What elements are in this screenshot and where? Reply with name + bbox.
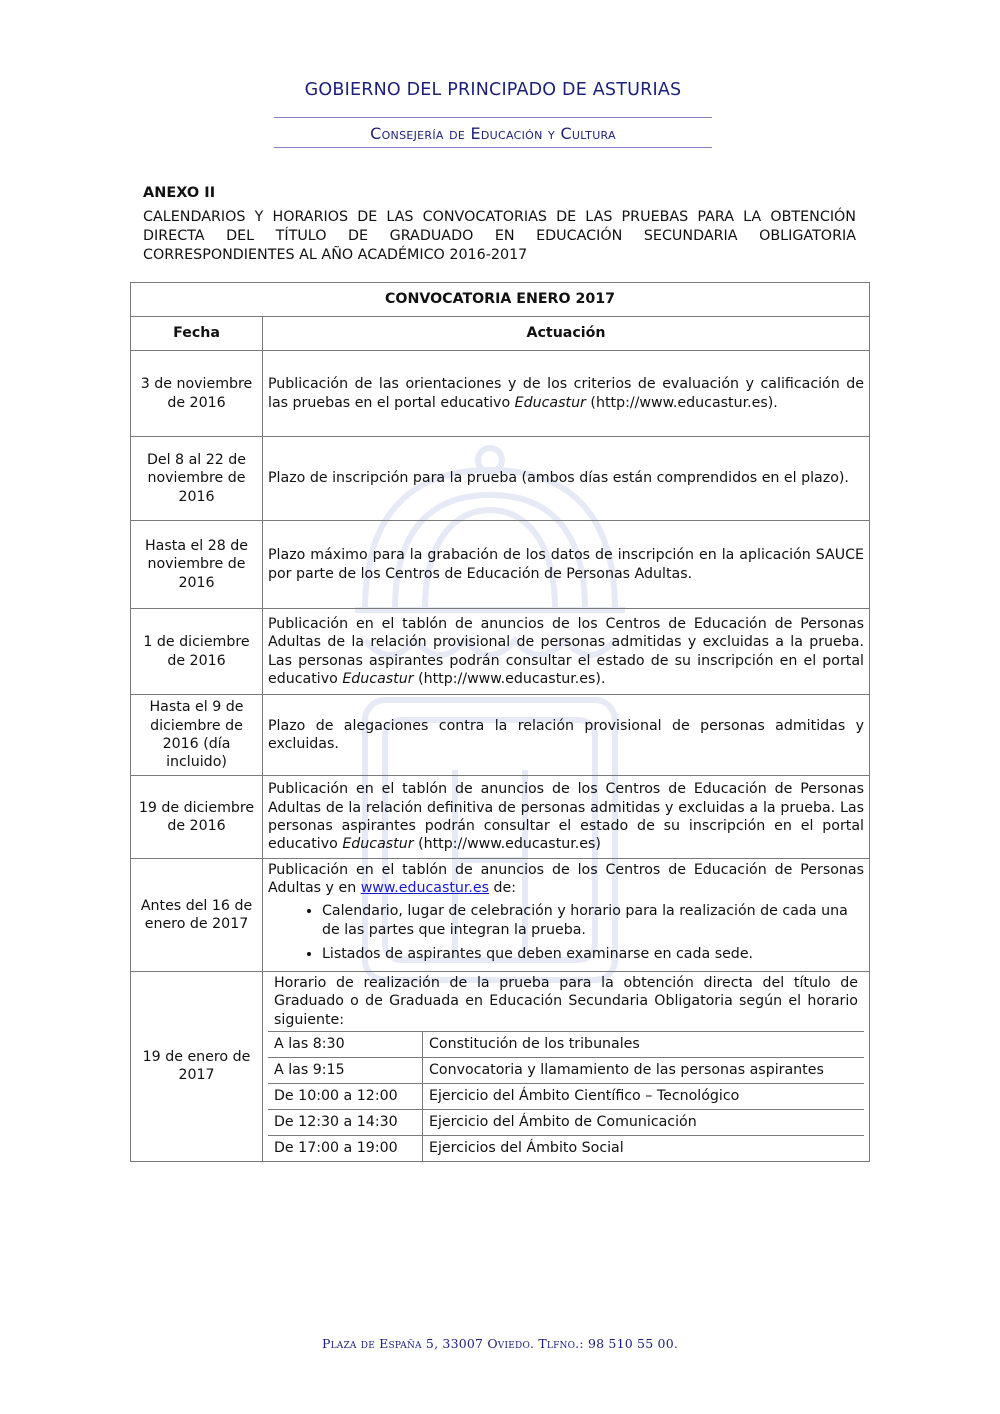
table-row xyxy=(131,972,870,1162)
row-date: 3 de noviembre de 2016 xyxy=(131,351,263,437)
schedule-time: De 12:30 a 14:30 xyxy=(268,1109,423,1135)
footer-address: Plaza de España 5, 33007 Oviedo. Tlfno.: 98 510 55 00. xyxy=(321,1336,679,1351)
schedule-row xyxy=(268,1109,864,1135)
row-date: Hasta el 28 de noviembre de 2016 xyxy=(131,521,263,609)
letterhead xyxy=(274,78,712,148)
action-text: Publicación en el tablón de anuncios de los Centros de Educación de Personas Adultas de la relación definitiva de personas admitidas y excluidas a la prueba. Las personas aspirantes podrán consultar el estado de su inscripción en el portal educativo xyxy=(268,781,864,853)
row-action xyxy=(263,776,870,859)
action-text-end: de: xyxy=(489,880,517,897)
row-date: Hasta el 9 de diciembre de 2016 (día incluido) xyxy=(131,695,263,776)
portal-name: Educastur xyxy=(342,836,414,853)
column-header-fecha: Fecha xyxy=(131,317,263,351)
schedule-table xyxy=(268,1031,864,1161)
department-name: Consejería de Educación y Cultura xyxy=(370,124,616,143)
row-date: 19 de enero de 2017 xyxy=(131,972,263,1162)
calendar-table xyxy=(130,282,870,1162)
schedule-row xyxy=(268,1031,864,1057)
action-text: Publicación de las orientaciones y de los criterios de evaluación y calificación de las pruebas en el portal educativo xyxy=(268,376,864,411)
bullet-item: • Calendario, lugar de celebración y horario para la realización de cada una de las partes que integran la prueba. xyxy=(322,902,864,939)
educastur-link[interactable]: www.educastur.es xyxy=(360,880,490,897)
table-row xyxy=(131,521,870,609)
action-text-end: (http://www.educastur.es) xyxy=(413,836,601,853)
row-action: Plazo de inscripción para la prueba (ambos días están comprendidos en el plazo). xyxy=(263,437,870,521)
portal-name: Educastur xyxy=(342,670,414,687)
row-action xyxy=(263,351,870,437)
table-row xyxy=(131,437,870,521)
portal-name: Educastur xyxy=(514,394,586,411)
table-header-row xyxy=(131,317,870,351)
schedule-intro: Horario de realización de la prueba para la obtención directa del título de Graduado o de Graduada en Educación Secundaria Obligatoria según el horario siguiente: xyxy=(274,975,858,1028)
schedule-time: A las 8:30 xyxy=(268,1031,423,1057)
schedule-activity: Ejercicios del Ámbito Social xyxy=(423,1135,865,1161)
schedule-activity: Convocatoria y llamamiento de las personas aspirantes xyxy=(423,1057,865,1083)
header-rule-bottom xyxy=(274,147,712,148)
schedule-activity: Ejercicio del Ámbito de Comunicación xyxy=(423,1109,865,1135)
annex-title: CALENDARIOS Y HORARIOS DE LAS CONVOCATORIAS DE LAS PRUEBAS PARA LA OBTENCIÓN DIRECTA DEL TÍTULO DE GRADUADO EN EDUCACIÓN SECUNDARIA OBLIGATORIA CORRESPONDIENTES AL AÑO ACADÉMICO 2016-2017 xyxy=(143,209,856,263)
action-text: Publicación en el tablón de anuncios de los Centros de Educación de Personas Adultas de la relación provisional de personas admitidas y excluidas a la prueba. Las personas aspirantes podrán consultar el estado de su inscripción en el portal educativo xyxy=(268,615,864,687)
row-action: Plazo máximo para la grabación de los datos de inscripción en la aplicación SAUCE por parte de los Centros de Educación de Personas Adultas. xyxy=(263,521,870,609)
bullet-list xyxy=(268,902,864,963)
schedule-row xyxy=(268,1083,864,1109)
row-date: 1 de diciembre de 2016 xyxy=(131,609,263,695)
action-text: Publicación en el tablón de anuncios de los Centros de Educación de Personas Adultas y en xyxy=(268,861,864,897)
schedule-time: A las 9:15 xyxy=(268,1057,423,1083)
document-intro xyxy=(143,183,856,264)
table-title: CONVOCATORIA ENERO 2017 xyxy=(131,283,870,317)
action-text-end: (http://www.educastur.es). xyxy=(585,394,778,411)
row-action xyxy=(263,609,870,695)
schedule-time: De 10:00 a 12:00 xyxy=(268,1083,423,1109)
schedule-row xyxy=(268,1135,864,1161)
row-date: Antes del 16 de enero de 2017 xyxy=(131,859,263,972)
row-date: 19 de diciembre de 2016 xyxy=(131,776,263,859)
table-row xyxy=(131,859,870,972)
column-header-actuacion: Actuación xyxy=(263,317,870,351)
table-row xyxy=(131,351,870,437)
bullet-item: • Listados de aspirantes que deben examinarse en cada sede. xyxy=(322,945,864,963)
table-row xyxy=(131,609,870,695)
action-text-end: (http://www.educastur.es). xyxy=(413,670,606,687)
organization-name: GOBIERNO DEL PRINCIPADO DE ASTURIAS xyxy=(304,80,682,100)
schedule-activity: Ejercicio del Ámbito Científico – Tecnológico xyxy=(423,1083,865,1109)
row-action xyxy=(263,859,870,972)
schedule-row xyxy=(268,1057,864,1083)
row-action xyxy=(263,972,870,1162)
header-rule-top xyxy=(274,117,712,118)
table-row xyxy=(131,695,870,776)
row-action: Plazo de alegaciones contra la relación provisional de personas admitidas y excluidas. xyxy=(263,695,870,776)
table-row xyxy=(131,776,870,859)
row-date: Del 8 al 22 de noviembre de 2016 xyxy=(131,437,263,521)
annex-label: ANEXO II xyxy=(143,185,216,201)
table-title-row xyxy=(131,283,870,317)
schedule-time: De 17:00 a 19:00 xyxy=(268,1135,423,1161)
schedule-activity: Constitución de los tribunales xyxy=(423,1031,865,1057)
